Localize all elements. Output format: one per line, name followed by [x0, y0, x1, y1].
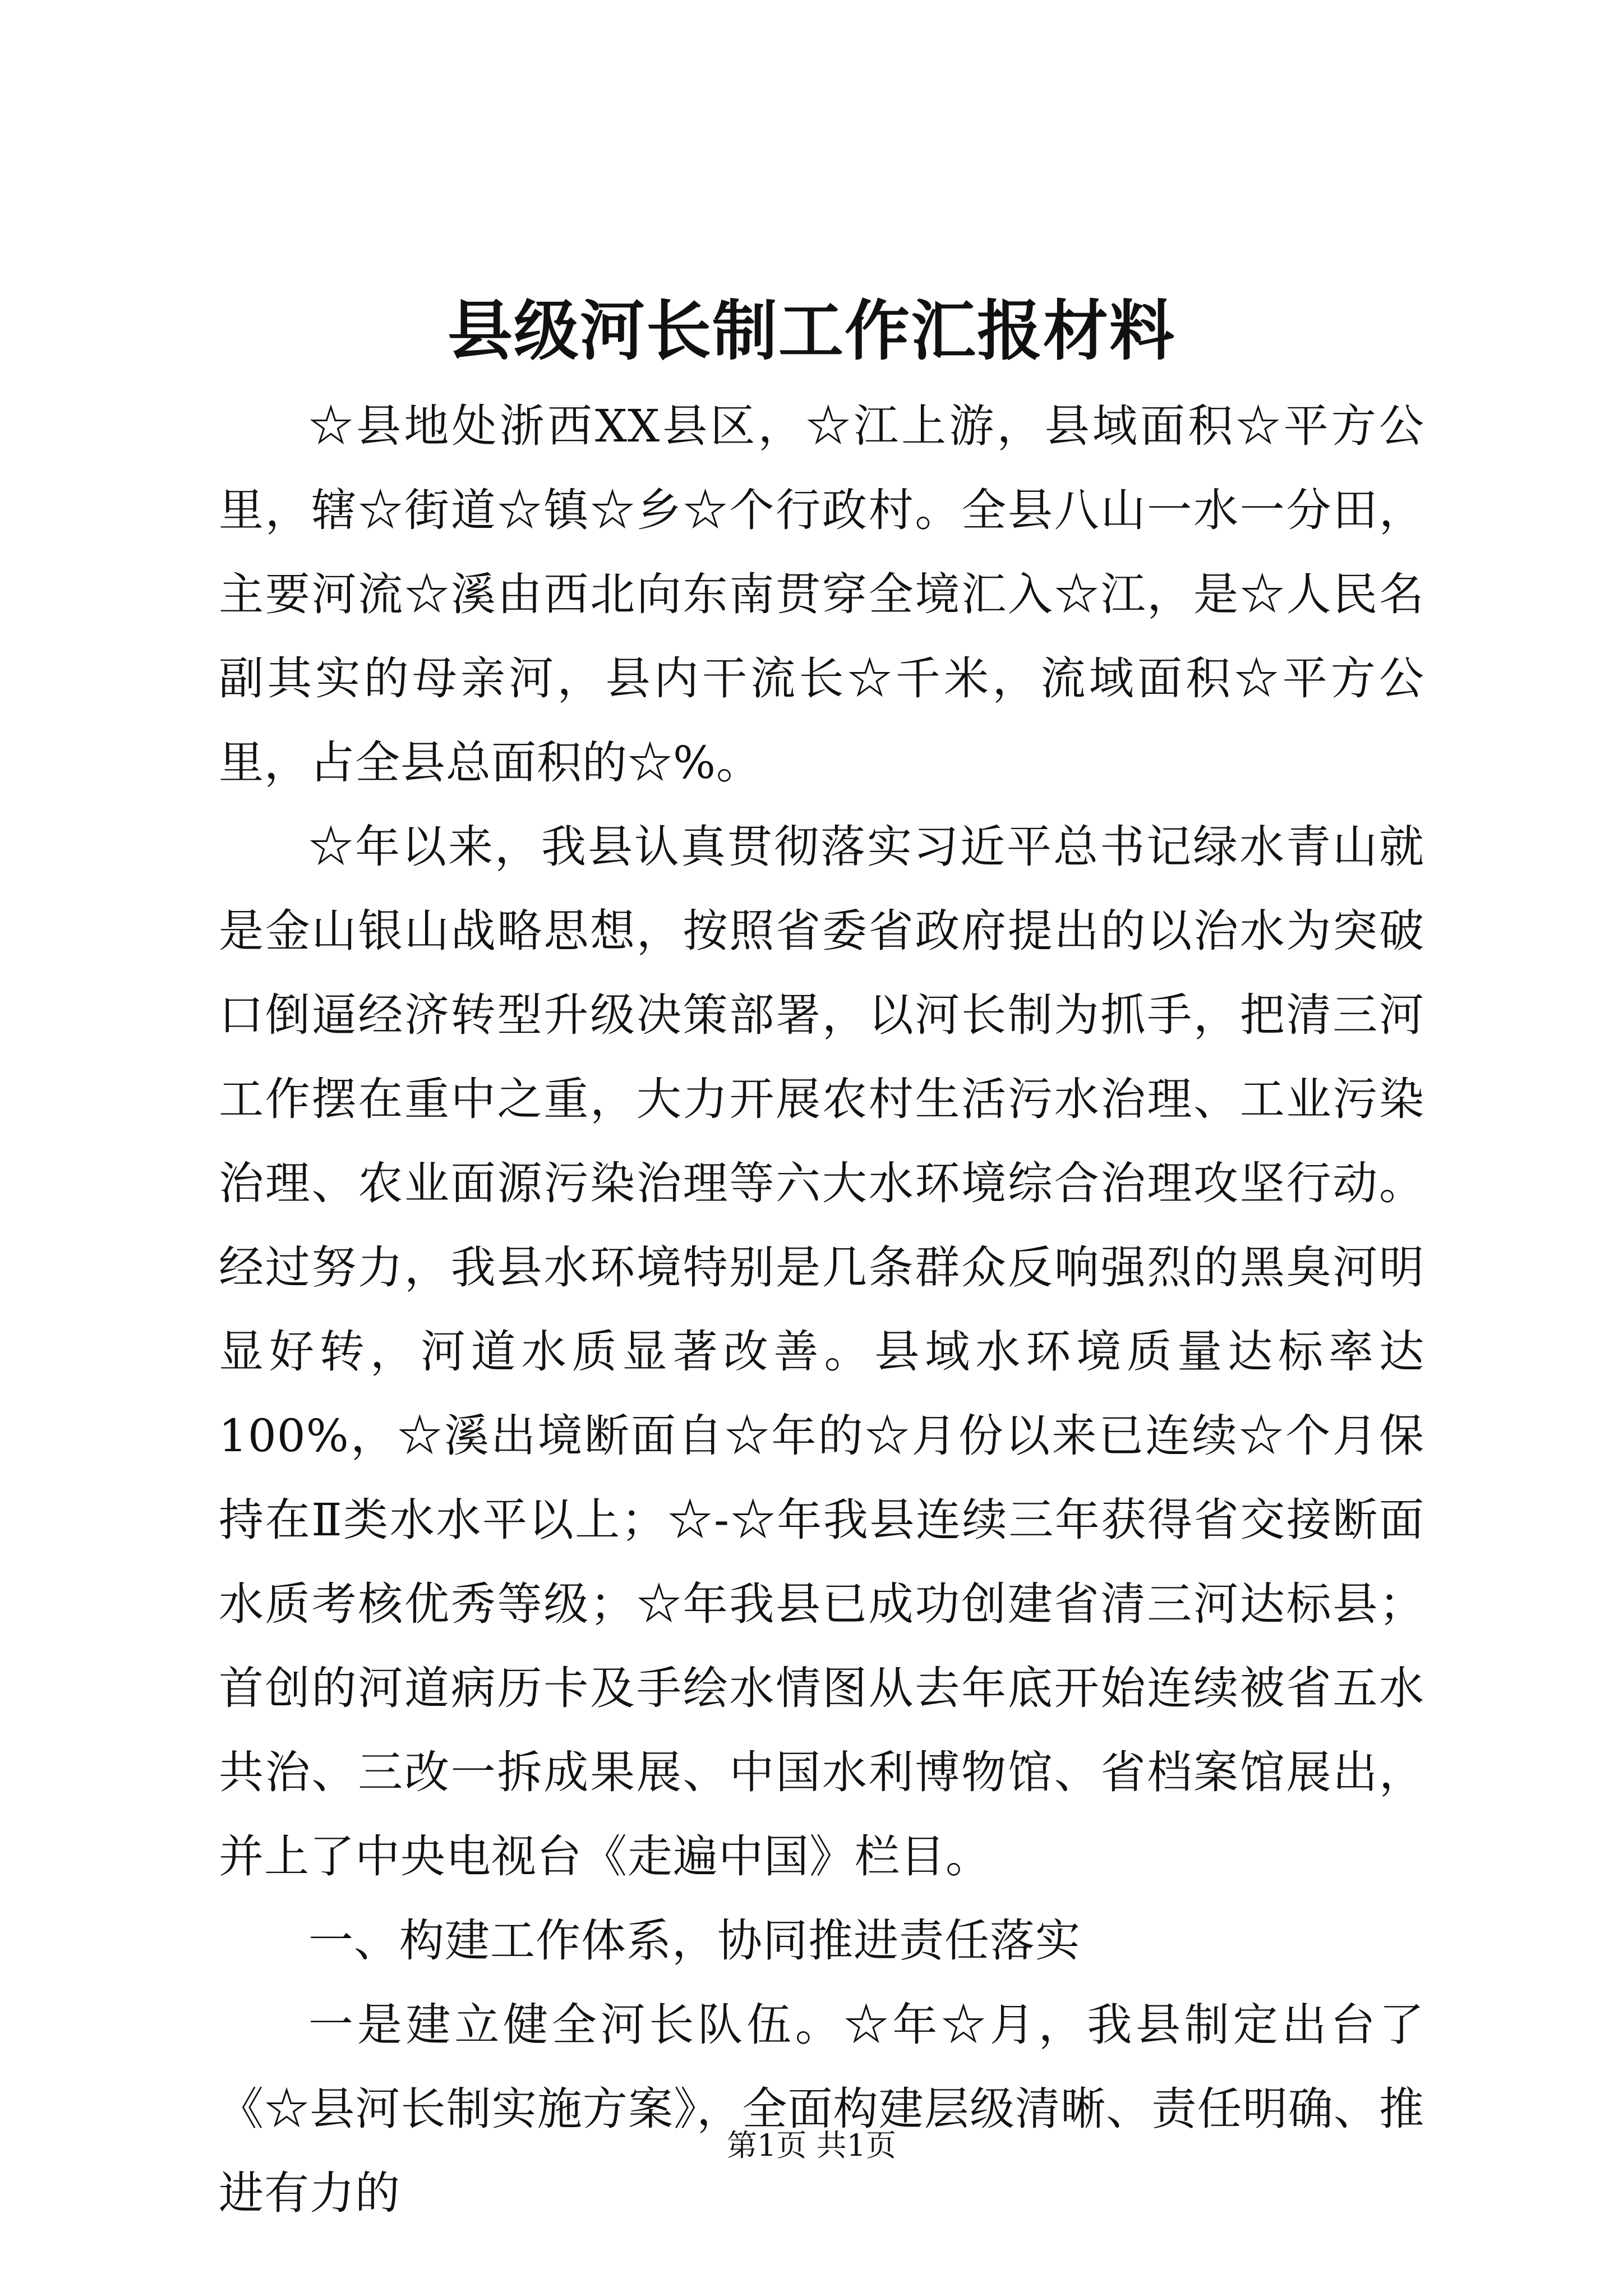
document-body: [219, 384, 1424, 2235]
paragraph-achievements: ☆年以来，我县认真贯彻落实习近平总书记绿水青山就是金山银山战略思想，按照省委省政府提出的以治水为突破口倒逼经济转型升级决策部署，以河长制为抓手，把清三河工作摆在重中之重，大力开展农村生活污水治理、工业污染治理、农业面源污染治理等六大水环境综合治理攻坚行动。经过努力，我县水环境特别是几条群众反响强烈的黑臭河明显好转，河道水质显著改善。县域水环境质量达标率达100%，☆溪出境断面自☆年的☆月份以来已连续☆个月保持在Ⅱ类水水平以上；☆-☆年我县连续三年获得省交接断面水质考核优秀等级；☆年我县已成功创建省清三河达标县；首创的河道病历卡及手绘水情图从去年底开始连续被省五水共治、三改一拆成果展、中国水利博物馆、省档案馆展出，并上了中央电视台《走遍中国》栏目。: [219, 821, 1424, 1883]
document-title: 县级河长制工作汇报材料: [448, 293, 1175, 369]
paragraph-section-one: 一是建立健全河长队伍。☆年☆月，我县制定出台了《☆县河长制实施方案》，全面构建层级清晰、责任明确、推进有力的: [219, 1999, 1424, 2219]
page-number-footer: 第1页 共1页: [727, 2128, 896, 2163]
paragraph-overview: ☆县地处浙西XX县区，☆江上游，县域面积☆平方公里，辖☆街道☆镇☆乡☆个行政村。全县八山一水一分田，主要河流☆溪由西北向东南贯穿全境汇入☆江，是☆人民名副其实的母亲河，县内干流长☆千米，流域面积☆平方公里，占全县总面积的☆%。: [219, 400, 1424, 789]
section-heading: 一、构建工作体系，协同推进责任落实: [308, 1915, 1081, 1967]
